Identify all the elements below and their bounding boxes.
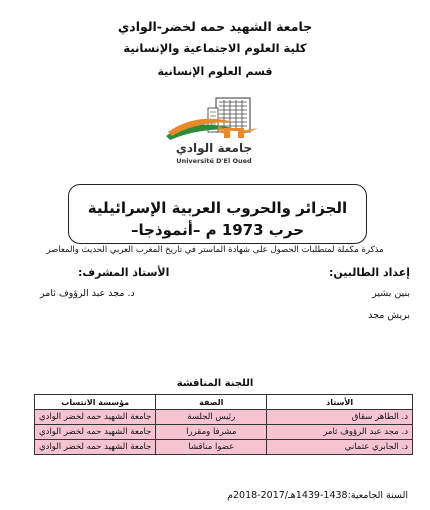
member-institution: جامعة الشهيد حمه لخضر الوادي	[35, 410, 156, 425]
supervisor-label: الأستاذ المشرف:	[78, 266, 170, 279]
university-logo	[158, 92, 270, 166]
table-row	[35, 440, 413, 455]
thesis-title-line1: الجزائر والحروب العربية الإسرائيلية	[87, 199, 348, 217]
column-header-institution: مؤسسة الانتساب	[35, 395, 156, 410]
academic-year: السنة الجامعية:1438-1439هـ/2017-2018م	[227, 490, 408, 501]
member-title: د.	[401, 427, 408, 437]
column-header-professor: الأستاذ	[267, 395, 413, 410]
member-title: د.	[401, 442, 408, 452]
supervisor-name: د. مجد عبد الرؤوف ثامر	[40, 288, 135, 299]
department-name: قسم العلوم الإنسانية	[157, 65, 273, 78]
member-role: رئيس الجلسة	[156, 410, 267, 425]
member-name	[267, 410, 413, 425]
logo-text-ar: جامعة الوادي	[175, 141, 253, 155]
logo-text-fr: Université D'El Oued	[176, 157, 252, 165]
thesis-title-box	[68, 184, 367, 244]
member-name-text: الجابري عثماني	[344, 442, 399, 452]
member-name-text: مجد عبد الرؤوف ثامر	[323, 427, 399, 437]
university-logo-icon	[158, 92, 270, 166]
table-row	[35, 410, 413, 425]
thesis-title-line2: حرب 1973 م –أنموذجا–	[130, 221, 304, 239]
member-role: عضوا مناقشا	[156, 440, 267, 455]
students-label: إعداد الطالبين:	[328, 266, 410, 279]
university-name: جامعة الشهيد حمه لخضر-الوادي	[117, 19, 313, 34]
member-role: مشرفا ومقررا	[156, 425, 267, 440]
table-header-row	[35, 395, 413, 410]
member-name	[267, 425, 413, 440]
member-name	[267, 440, 413, 455]
member-title: د.	[401, 412, 408, 422]
committee-title: اللجنة المناقشة	[176, 378, 254, 389]
member-name-text: الطاهر سقاق	[351, 412, 399, 422]
faculty-name: كلية العلوم الاجتماعية والإنسانية	[123, 41, 307, 55]
member-institution: جامعة الشهيد حمه لخضر الوادي	[35, 425, 156, 440]
committee-table	[34, 394, 413, 455]
memo-description: مذكرة مكملة لمتطلبات الحصول على شهادة الماستر في تاريخ المغرب العربي الحديث والمعاصر	[46, 245, 384, 255]
table-row	[35, 425, 413, 440]
student-name: بنين بشير	[372, 288, 410, 299]
member-institution: جامعة الشهيد حمه لخضر الوادي	[35, 440, 156, 455]
column-header-role: الصفة	[156, 395, 267, 410]
student-name: بريش مجد	[368, 310, 410, 321]
